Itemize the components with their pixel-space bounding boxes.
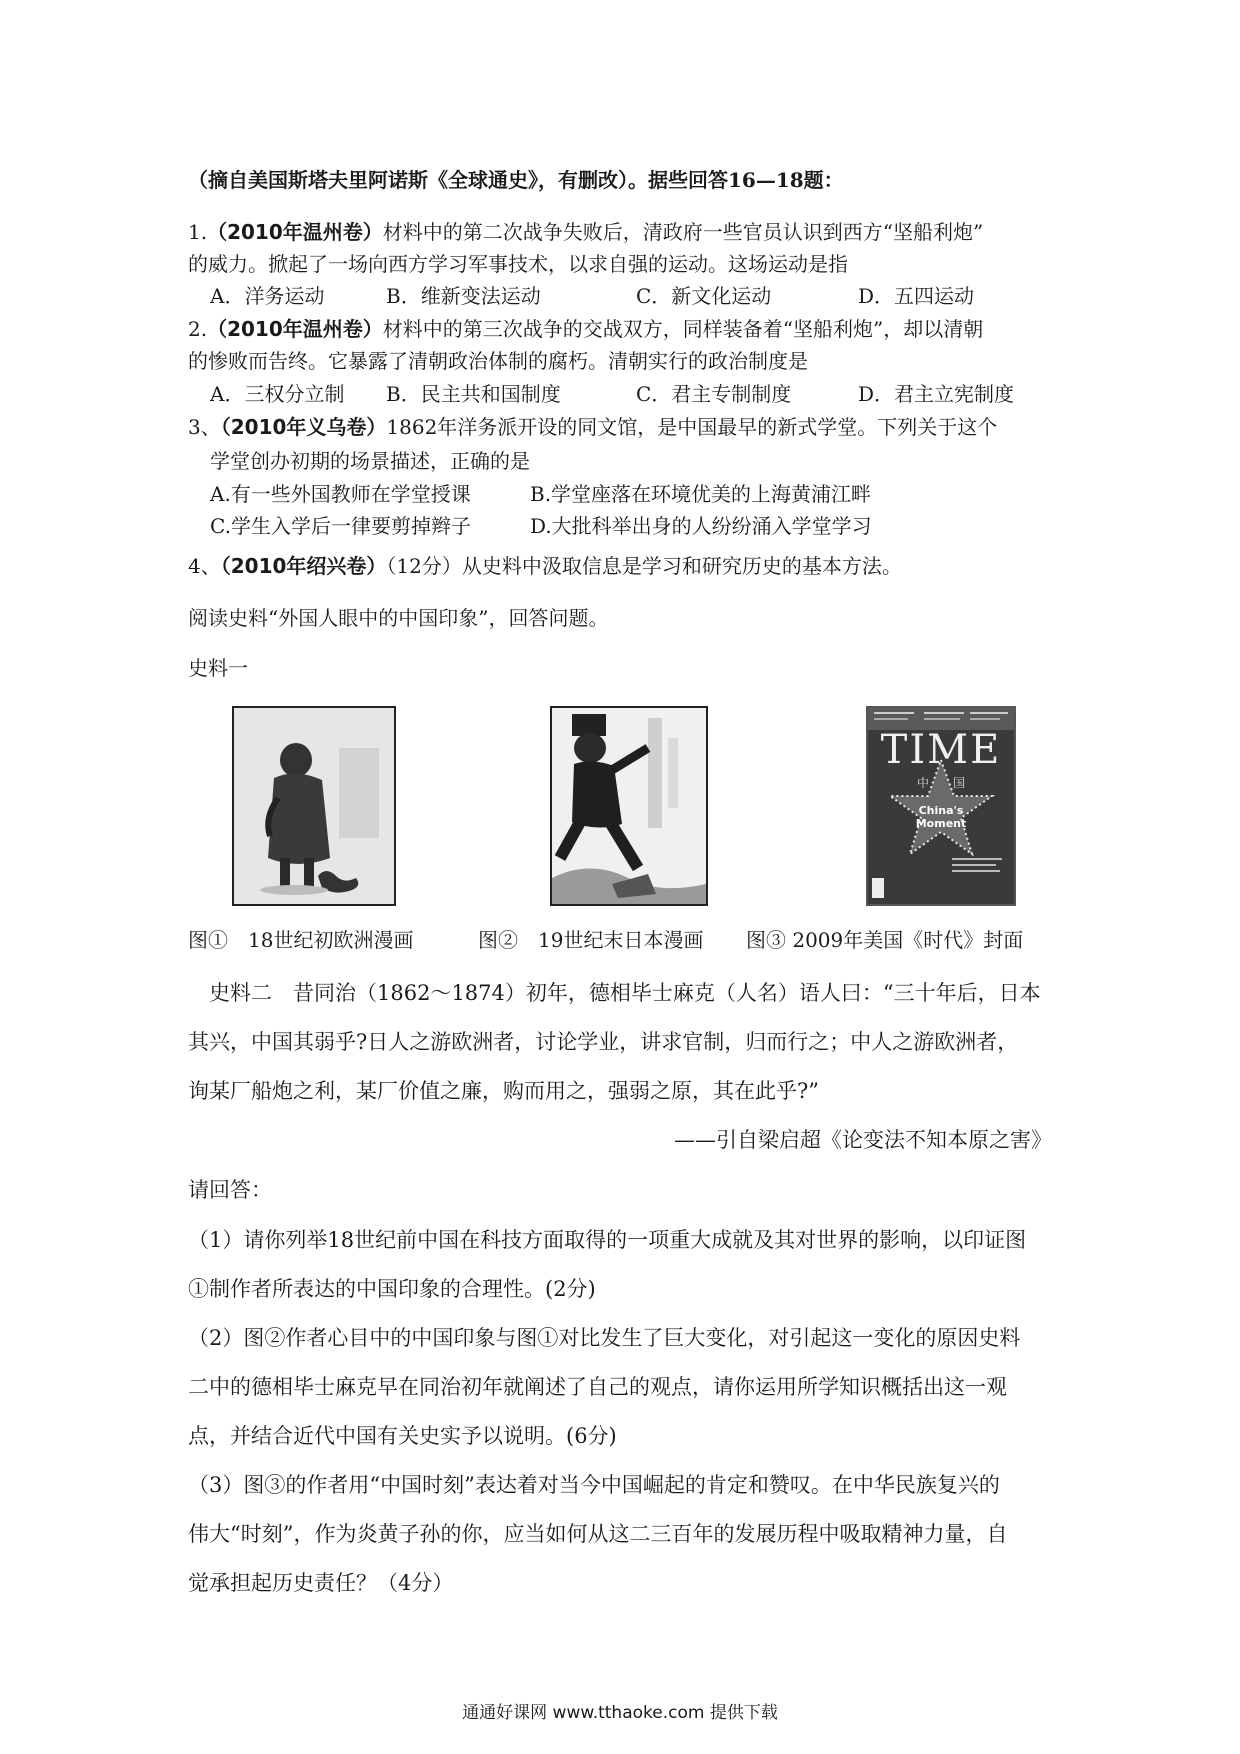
- figure-1-caption: 图① 18世纪初欧洲漫画: [188, 928, 414, 952]
- figure-2-japanese-cartoon: [550, 706, 708, 906]
- source-2-line-1: 史料二 昔同治（1862～1874）初年，德相毕士麻克（人名）语人曰：“三十年后，日本: [188, 981, 1041, 1005]
- time-cover-headline: China's Moment: [915, 804, 967, 830]
- question-number: 1.: [188, 220, 208, 244]
- question-source-tag: （2010年温州卷）: [207, 317, 383, 341]
- sub-question-1-line-2: ①制作者所表达的中国印象的合理性。(2分): [188, 1277, 596, 1301]
- question-3-line-2: 学堂创办初期的场景描述，正确的是: [210, 449, 530, 473]
- cartoon-figure-2-illustration: [552, 708, 706, 904]
- sub-question-1-line-1: （1）请你列举18世纪前中国在科技方面取得的一项重大成就及其对世界的影响，以印证图: [188, 1228, 1027, 1252]
- question-number: 2.: [188, 317, 208, 341]
- page-footer: 通通好课网 www.tthaoke.com 提供下载: [462, 1703, 778, 1723]
- figure-2-caption: 图② 19世纪末日本漫画: [478, 928, 704, 952]
- question-2-line-2: 的惨败而告终。它暴露了清朝政治体制的腐朽。清朝实行的政治制度是: [188, 349, 808, 373]
- option-c: C．新文化运动: [636, 284, 772, 308]
- question-number: 4、: [188, 554, 221, 578]
- source-2-line-2: 其兴，中国其弱乎?日人之游欧洲者，讨论学业，讲求官制，归而行之；中人之游欧洲者，: [188, 1030, 1019, 1054]
- question-4-line-2: 阅读史料“外国人眼中的中国印象”，回答问题。: [188, 606, 609, 630]
- question-1-line-2: 的威力。掀起了一场向西方学习军事技术，以求自强的运动。这场运动是指: [188, 252, 848, 276]
- answer-label: 请回答：: [188, 1178, 272, 1202]
- sub-question-3-line-3: 觉承担起历史责任？（4分）: [188, 1571, 454, 1595]
- intro-line: （摘自美国斯塔夫里阿诺斯《全球通史》，有删改）。据些回答16—18题：: [188, 168, 844, 192]
- option-b: B.学堂座落在环境优美的上海黄浦江畔: [530, 482, 872, 506]
- option-a: A.有一些外国教师在学堂授课: [210, 482, 471, 506]
- source-2-line-3: 询某厂船炮之利，某厂价值之廉，购而用之，强弱之原，其在此乎?”: [188, 1079, 819, 1103]
- figure-3-caption: 图③ 2009年美国《时代》封面: [746, 928, 1024, 952]
- question-number: 3、: [188, 415, 221, 439]
- option-c: C．君主专制制度: [636, 382, 792, 406]
- sub-question-2-line-3: 点，并结合近代中国有关史实予以说明。(6分): [188, 1424, 617, 1448]
- sub-question-2-line-1: （2）图②作者心目中的中国印象与图①对比发生了巨大变化，对引起这一变化的原因史料: [188, 1326, 1021, 1350]
- option-a: A．三权分立制: [210, 382, 345, 406]
- question-1-line-1: 1.（2010年温州卷）材料中的第二次战争失败后，清政府一些官员认识到西方“坚船利炮”: [188, 220, 984, 244]
- question-2-options: [210, 380, 1090, 408]
- option-d: D．五四运动: [858, 284, 975, 308]
- option-b: B．维新变法运动: [386, 284, 541, 308]
- figure-3-time-magazine-cover: [866, 706, 1016, 906]
- question-source-tag: （2010年义乌卷）: [220, 415, 387, 439]
- figure-1-european-cartoon: [232, 706, 396, 906]
- time-cover-chinese-label: 中 国: [916, 776, 965, 790]
- question-4-line-1: 4、（2010年绍兴卷）（12分）从史料中汲取信息是学习和研究历史的基本方法。: [188, 554, 902, 578]
- option-b: B．民主共和国制度: [386, 382, 561, 406]
- question-3-line-1: 3、（2010年义乌卷）1862年洋务派开设的同文馆，是中国最早的新式学堂。下列关于这个: [188, 415, 998, 439]
- question-source-tag: （2010年温州卷）: [207, 220, 383, 244]
- time-masthead: TIME: [880, 727, 1002, 773]
- source-1-label: 史料一: [188, 656, 248, 680]
- option-a: A．洋务运动: [210, 284, 325, 308]
- question-3-options-row-2: [210, 512, 1090, 540]
- sub-question-2-line-2: 二中的德相毕士麻克早在同治初年就阐述了自己的观点，请你运用所学知识概括出这一观: [188, 1375, 1007, 1399]
- cartoon-figure-1-illustration: [234, 708, 394, 904]
- option-d: D.大批科举出身的人纷纷涌入学堂学习: [530, 514, 872, 538]
- option-d: D．君主立宪制度: [858, 382, 1015, 406]
- question-source-tag: （2010年绍兴卷）: [220, 554, 387, 578]
- sub-question-3-line-1: （3）图③的作者用“中国时刻”表达着对当今中国崛起的肯定和赞叹。在中华民族复兴的: [188, 1473, 1000, 1497]
- question-3-options-row-1: [210, 480, 1090, 508]
- source-2-citation: ——引自梁启超《论变法不知本原之害》: [674, 1128, 1052, 1152]
- sub-question-3-line-2: 伟大“时刻”，作为炎黄子孙的你，应当如何从这二三百年的发展历程中吸取精神力量，自: [188, 1522, 1008, 1546]
- option-c: C.学生入学后一律要剪掉辫子: [210, 514, 471, 538]
- question-2-line-1: 2.（2010年温州卷）材料中的第三次战争的交战双方，同样装备着“坚船利炮”，却以清朝: [188, 317, 984, 341]
- question-1-options: [210, 282, 1090, 310]
